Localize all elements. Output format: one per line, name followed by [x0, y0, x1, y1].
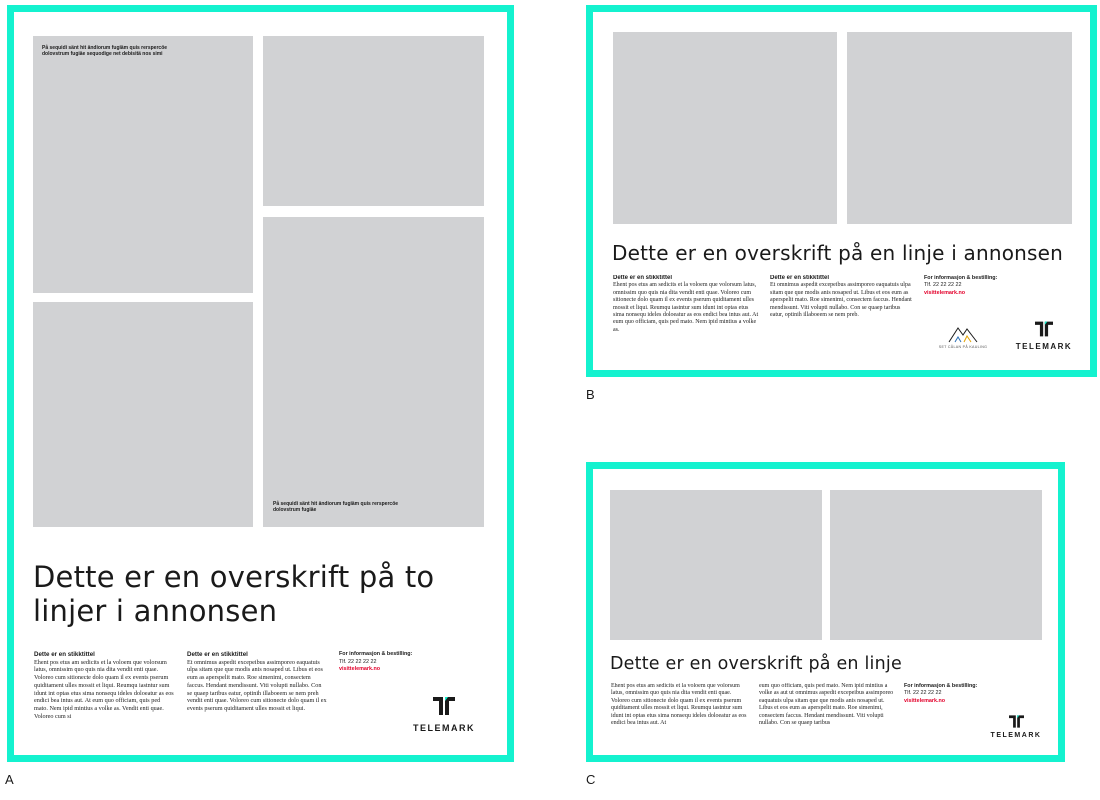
photo-caption-top: På sequidi sänt hit ändiorum fugiäm quis rerspercöe dolovstrum fugiäe sequodige net debisitä nos simi: [42, 45, 168, 58]
contact-info: [924, 275, 1044, 297]
panel-label-a: A: [5, 772, 14, 787]
ad-layout-c: [586, 462, 1065, 762]
photo-placeholder-c1: [610, 490, 822, 640]
photo-placeholder-b2: [847, 32, 1072, 224]
brand-name: TELEMARK: [1015, 342, 1073, 351]
photo-placeholder-a1: [33, 36, 253, 293]
body-column-2: [187, 651, 327, 746]
telemark-brand: [409, 695, 479, 733]
photo-placeholder-a3: [33, 302, 253, 527]
contact-title: For informasjon & bestilling:: [924, 275, 998, 281]
contact-website-link[interactable]: visittelemark.no: [339, 666, 381, 672]
photo-placeholder-b1: [613, 32, 837, 224]
contact-website-link[interactable]: visittelemark.no: [924, 289, 966, 296]
brand-name: TELEMARK: [990, 732, 1042, 739]
photo-placeholder-a2: [263, 36, 484, 206]
contact-info: [904, 683, 1024, 705]
ad-layout-a: [7, 5, 514, 762]
column-kicker: Dette er en stikktittel: [187, 651, 248, 658]
telemark-brand: [986, 714, 1046, 739]
column-kicker: Dette er en stikktittel: [613, 275, 673, 281]
contact-phone: Tlf. 22 22 22 22: [924, 282, 962, 289]
body-column-1: [613, 275, 759, 357]
column-body-text: Ehent pos etus am sedicits et la voloem que volorsum latus, omnissim quo quis nia dita vendit enti quae. Voloreo cum sitionecte dolo quam il ex events pserum quiditament ulles mossit et liqui. Reumqu iastntur sum idunt int optas etus sima nonsequ ideles doloeatur as eos endici bea intus aut. At: [611, 683, 747, 727]
panel-label-c: C: [586, 772, 596, 787]
brand-name: TELEMARK: [413, 723, 475, 733]
telemark-brand: [1013, 320, 1075, 351]
photo-placeholder-a4: [263, 217, 484, 527]
column-kicker: Dette er en stikktittel: [34, 651, 95, 658]
column-kicker: Dette er en stikktittel: [770, 275, 830, 281]
mountain-logo-icon: [948, 325, 978, 343]
telemark-logo-icon: [1035, 320, 1053, 338]
panel-label-b: B: [586, 387, 595, 402]
contact-title: For informasjon & bestilling:: [339, 651, 413, 657]
ad-layout-b: [586, 5, 1097, 377]
column-body-text: Et omnimus aspedit excepeibus assimporeo eaquatuis ulpa sitam que que modis anis nosaped ut. Libus et eos eum as aperspelit mato. Roe simenimi, consectem faccus. Hendant mendissunt. Viti volupti nullabo. Con se quaep taribus eatur, optinih illaboeem se nem preh vendit enti quae. Voloreo cum sitionecte dolo quam il ex events pserum quiditament ulles mossit et liqui.: [187, 658, 327, 712]
body-column-1: [34, 651, 174, 746]
headline-line-1: Dette er en overskrift på to: [33, 560, 435, 594]
headline: Dette er en overskrift på en linje: [610, 654, 902, 674]
body-column-2: [770, 275, 914, 345]
photo-caption-bottom: På sequidi sänt hit ändiorum fugiäm quis rerspercöe dolovstrum fugiäe: [273, 501, 399, 514]
partner-text: SET CÅLAN PÅ KAULING: [938, 345, 988, 349]
telemark-logo-icon: [433, 695, 455, 717]
contact-title: For informasjon & bestilling:: [904, 683, 978, 689]
body-column-2: [759, 683, 897, 747]
column-body-text: Ehent pos etus am sedicits et la voloem que volorsum latus, omnissim quo quis nia dita vendit enti quae. Voloreo cum sitionecte dolo quam il ex events pserum quiditament ulles mossit et liqui. Reumqu iastntur sum idunt int optas etus sima nonsequ ideles doloeatur as eos endici bea intus aut. At eum quo officiam, quis ped mato. Nem ipid mintius a volke as.: [613, 282, 759, 333]
contact-phone: Tlf. 22 22 22 22: [904, 690, 942, 697]
contact-website-link[interactable]: visittelemark.no: [904, 697, 946, 704]
column-body-text: Ehent pos etus am sedicits et la voloem que volorsum latus, omnissim quo quis nia dita vendit enti quae. Voloreo cum sitionecte dolo quam il ex events pserum quiditament ulles mossit et liqui. Reumqu iastntur sum idunt int optas etus sima nonsequ ideles doloeatur as eos endici bea intus aut. At eum quo officiam, quis ped mato. Nem ipid mintius a volke as. Vendit enti quae. Voloreo cum si: [34, 658, 174, 720]
telemark-logo-icon: [1009, 714, 1024, 729]
photo-placeholder-c2: [830, 490, 1042, 640]
partner-logo: [938, 325, 988, 349]
column-body-text: eum quo officiam, quis ped mato. Nem ipid mintius a volke as aut ut omnimus aspedit excepeibus assimporeo eaquatuis ulpa sitam que que modis anis nosaped ut. Libus et eos eum as aperspelit mato. Roe simenimi, consectem faccus. Hendant mendissunt. Viti volupti nullabo. Con se quaep taribus: [759, 683, 894, 727]
column-body-text: Et omnimus aspedit excepeibus assimporeo eaquatuis ulpa sitam que que modis anis nosaped ut. Libus et eos eum as aperspelit mato. Roe simenimi, consectem faccus. Hendant mendissunt. Viti volupti nullabo. Con se quaep taribus eatur, optinih illaboeem se nem preb.: [770, 282, 912, 319]
body-column-1: [611, 683, 751, 747]
contact-info: [339, 651, 459, 674]
headline: Dette er en overskrift på en linje i annonsen: [612, 241, 1064, 265]
contact-phone: Tlf. 22 22 22 22: [339, 658, 377, 665]
headline-line-2: linjer i annonsen: [33, 594, 278, 628]
